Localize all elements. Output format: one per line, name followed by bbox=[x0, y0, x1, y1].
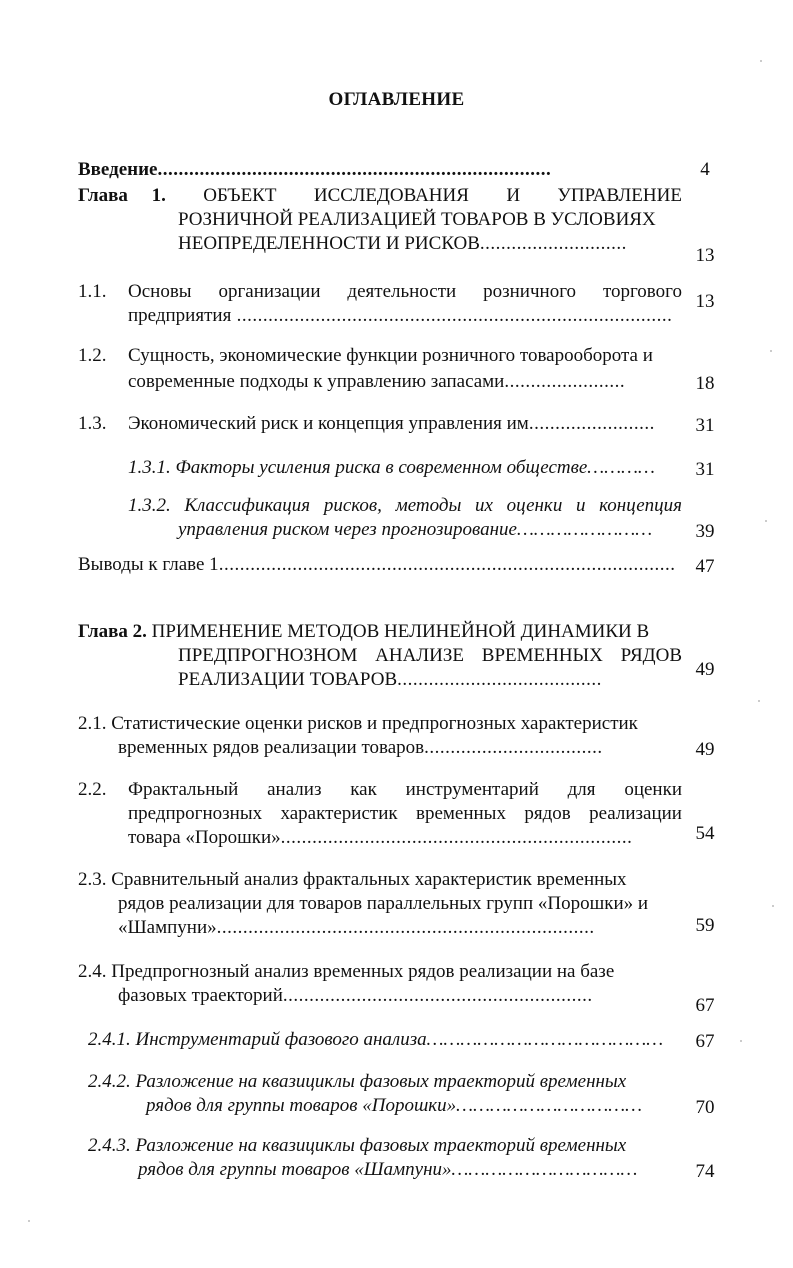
ch1-line2: РОЗНИЧНОЙ РЕАЛИЗАЦИЕЙ ТОВАРОВ В УСЛОВИЯХ bbox=[178, 209, 656, 230]
s132-dots: …………………… bbox=[516, 519, 653, 540]
scan-speck bbox=[770, 350, 772, 352]
conc1-page: 47 bbox=[695, 556, 715, 577]
ch1-line3-text: НЕОПРЕДЕЛЕННОСТИ И РИСКОВ bbox=[178, 233, 480, 254]
s22-word: временных bbox=[415, 803, 506, 824]
ch1-glava: Глава bbox=[78, 185, 128, 206]
s132-word: их bbox=[475, 495, 493, 516]
s11-word: организации bbox=[218, 281, 321, 302]
s11-dots: ................................................................................... bbox=[231, 305, 673, 326]
s22-line2 bbox=[128, 802, 682, 826]
ch1-page: 13 bbox=[695, 245, 715, 266]
s22-line3 bbox=[128, 826, 678, 850]
s21-line1: 2.1. Статистические оценки рисков и предпрогнозных характеристик bbox=[78, 713, 638, 734]
s12-dots: ....................... bbox=[504, 371, 626, 392]
s21-line2-text: временных рядов реализации товаров bbox=[118, 737, 425, 758]
s11-word: розничного bbox=[483, 281, 577, 302]
s13-line1-text: Экономический риск и концепция управления им bbox=[128, 413, 529, 434]
s243-page: 74 bbox=[695, 1161, 715, 1182]
s243-line2-text: рядов для группы товаров «Шампуни» bbox=[138, 1159, 452, 1180]
s22-word: рядов bbox=[524, 803, 571, 824]
s11-number: 1.1. bbox=[78, 281, 107, 302]
scan-speck bbox=[760, 60, 762, 62]
ch1-prefix bbox=[78, 184, 166, 208]
s22-page: 54 bbox=[695, 823, 715, 844]
s13-number: 1.3. bbox=[78, 413, 107, 434]
s22-line3-text: товара «Порошки» bbox=[128, 827, 281, 848]
s241-line1-text: 2.4.1. Инструментарий фазового анализа bbox=[88, 1029, 427, 1050]
s11-line1 bbox=[128, 280, 682, 304]
s131-dots: ………… bbox=[587, 457, 655, 478]
s22-word: анализ bbox=[267, 779, 322, 800]
s242-line1: 2.4.2. Разложение на квазициклы фазовых траекторий временных bbox=[88, 1071, 627, 1092]
intro-label: Введение bbox=[78, 159, 158, 180]
s21-line2 bbox=[118, 736, 678, 760]
s12-line1: Сущность, экономические функции розничного товарооборота и bbox=[128, 345, 653, 366]
ch1-dots: ............................ bbox=[479, 233, 627, 254]
s13-line1 bbox=[128, 412, 678, 436]
ch2-page: 49 bbox=[695, 659, 715, 680]
s132-word: оценки bbox=[506, 495, 563, 516]
scan-speck bbox=[740, 1040, 742, 1042]
s243-line1: 2.4.3. Разложение на квазициклы фазовых траекторий временных bbox=[88, 1135, 627, 1156]
s21-dots: .................................. bbox=[424, 737, 603, 758]
s12-line2-text: современные подходы к управлению запасами bbox=[128, 371, 505, 392]
s22-word: Фрактальный bbox=[128, 779, 239, 800]
s11-word: деятельности bbox=[347, 281, 457, 302]
s22-dots: ................................................................... bbox=[280, 827, 633, 848]
ch2-line2 bbox=[178, 644, 682, 668]
ch1-word: ИССЛЕДОВАНИЯ bbox=[313, 185, 469, 206]
ch2-word: АНАЛИЗЕ bbox=[375, 645, 465, 666]
toc-entry-intro bbox=[78, 158, 678, 182]
ch2-line1-text: ПРИМЕНЕНИЕ МЕТОДОВ НЕЛИНЕЙНОЙ ДИНАМИКИ В bbox=[146, 621, 650, 642]
s22-line1 bbox=[128, 778, 682, 802]
s12-number: 1.2. bbox=[78, 345, 107, 366]
ch1-word: И bbox=[506, 185, 521, 206]
s22-word: реализации bbox=[589, 803, 682, 824]
s21-page: 49 bbox=[695, 739, 715, 760]
s132-word: рисков, bbox=[323, 495, 382, 516]
s22-word: как bbox=[350, 779, 377, 800]
s132-page: 39 bbox=[695, 521, 715, 542]
conc1-dots: ....................................................................................... bbox=[218, 554, 676, 575]
s11-line2-text: предприятия bbox=[128, 305, 232, 326]
ch2-dots: ....................................... bbox=[397, 669, 602, 690]
scan-speck bbox=[758, 700, 760, 702]
s131-line1 bbox=[128, 456, 655, 480]
s22-number: 2.2. bbox=[78, 779, 107, 800]
s22-word: характеристик bbox=[280, 803, 398, 824]
s132-word: 1.3.2. bbox=[128, 495, 171, 516]
ch2-word: ВРЕМЕННЫХ bbox=[481, 645, 603, 666]
s23-page: 59 bbox=[695, 915, 715, 936]
s22-word: для bbox=[567, 779, 596, 800]
s11-line2 bbox=[128, 304, 674, 328]
s23-line3-text: «Шампуни» bbox=[118, 917, 217, 938]
s23-line1: 2.3. Сравнительный анализ фрактальных характеристик временных bbox=[78, 869, 627, 890]
intro-dots: ........................................................................... bbox=[157, 159, 552, 180]
intro-page: 4 bbox=[700, 159, 710, 180]
ch2-line3 bbox=[178, 668, 676, 692]
s132-line2 bbox=[178, 518, 652, 542]
ch2-word: РЯДОВ bbox=[620, 645, 682, 666]
toc-title: ОГЛАВЛЕНИЕ bbox=[328, 89, 465, 110]
s132-word: Классификация bbox=[184, 495, 311, 516]
s24-dots: ........................................................... bbox=[282, 985, 593, 1006]
s13-page: 31 bbox=[695, 415, 715, 436]
s132-word: методы bbox=[395, 495, 462, 516]
s242-line2-text: рядов для группы товаров «Порошки» bbox=[146, 1095, 457, 1116]
s241-line1 bbox=[88, 1028, 663, 1052]
s23-line2: рядов реализации для товаров параллельных групп «Порошки» и bbox=[118, 893, 649, 914]
s132-line2-text: управления риском через прогнозирование bbox=[178, 519, 517, 540]
s132-word: концепция bbox=[599, 495, 682, 516]
s241-page: 67 bbox=[695, 1031, 715, 1052]
ch2-line3-text: РЕАЛИЗАЦИИ ТОВАРОВ bbox=[178, 669, 398, 690]
s11-page: 13 bbox=[695, 291, 715, 312]
ch2-word: ПРЕДПРОГНОЗНОМ bbox=[178, 645, 358, 666]
s242-line2 bbox=[146, 1094, 642, 1118]
ch1-line1 bbox=[78, 184, 682, 208]
s132-line1 bbox=[128, 494, 682, 518]
s243-line2 bbox=[138, 1158, 637, 1182]
s12-line2 bbox=[128, 370, 678, 394]
ch1-num: 1. bbox=[151, 185, 166, 206]
conc1-line bbox=[78, 553, 676, 577]
s24-line2-text: фазовых траекторий bbox=[118, 985, 283, 1006]
s242-page: 70 bbox=[695, 1097, 715, 1118]
s22-word: инструментарий bbox=[405, 779, 539, 800]
s24-page: 67 bbox=[695, 995, 715, 1016]
scan-speck bbox=[765, 520, 767, 522]
s22-word: оценки bbox=[624, 779, 682, 800]
ch1-line3 bbox=[178, 232, 678, 256]
s242-dots: …………………………… bbox=[456, 1095, 643, 1116]
ch2-line1 bbox=[78, 620, 649, 644]
ch1-word: ОБЪЕКТ bbox=[203, 185, 277, 206]
s22-word: предпрогнозных bbox=[128, 803, 263, 824]
s132-word: и bbox=[575, 495, 586, 516]
s131-page: 31 bbox=[695, 459, 715, 480]
scan-speck bbox=[28, 1220, 30, 1222]
s23-dots: ........................................................................ bbox=[216, 917, 595, 938]
s24-line2 bbox=[118, 984, 678, 1008]
s11-word: торгового bbox=[602, 281, 682, 302]
s23-line3 bbox=[118, 916, 674, 940]
s12-page: 18 bbox=[695, 373, 715, 394]
s241-dots: …………………………………… bbox=[426, 1029, 664, 1050]
ch2-glava: Глава 2. bbox=[78, 621, 147, 642]
ch1-word: УПРАВЛЕНИЕ bbox=[557, 185, 682, 206]
conc1-label: Выводы к главе 1 bbox=[78, 554, 219, 575]
s131-line1-text: 1.3.1. Факторы усиления риска в современном обществе bbox=[128, 457, 588, 478]
s243-dots: …………………………… bbox=[451, 1159, 638, 1180]
scan-speck bbox=[772, 905, 774, 907]
s24-line1: 2.4. Предпрогнозный анализ временных рядов реализации на базе bbox=[78, 961, 615, 982]
s13-dots: ........................ bbox=[528, 413, 655, 434]
s11-word: Основы bbox=[128, 281, 192, 302]
